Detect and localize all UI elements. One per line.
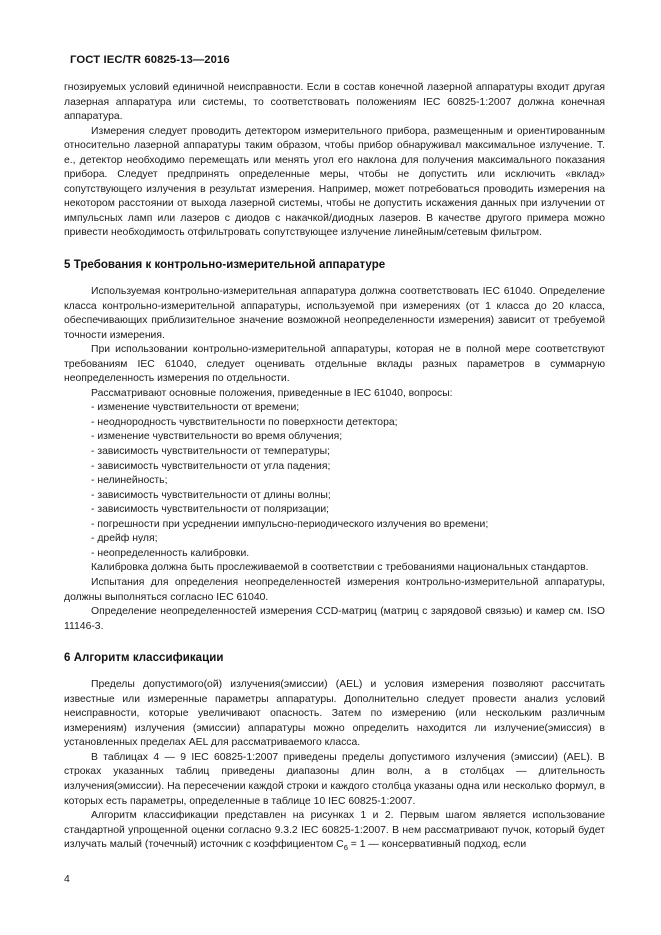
section-5-bullet-list	[64, 401, 605, 561]
list-item: - погрешности при усреднении импульсно-периодического излучения во времени;	[91, 518, 489, 530]
list-item: - изменение чувствительности во время облучения;	[91, 431, 343, 443]
list-item: - дрейф нуля;	[91, 533, 158, 545]
spacer	[64, 271, 605, 285]
spacer	[64, 634, 605, 652]
list-item: - неоднородность чувствительности по поверхности детектора;	[91, 416, 398, 428]
spacer	[64, 241, 605, 259]
paragraph-measurements: Измерения следует проводить детектором измерительного прибора, размещенным и ориентированным относительно лазерной аппаратуры таким образом, чтобы прибор обнаруживал максимальное излучение. Т. е., детектор необходимо перемещать или менять угол его наклона для получения максимального показания прибора. Следует предпринять определенные меры, чтобы не допустить или исключить «вклад» сопутствующего излучения в результат измерения. Например, может потребоваться проводить измерения на некотором расстоянии от выхода лазерной системы, чтобы не допустить искажения данных при излучении от импульсных ламп или лазеров с диодов с накачкой/диодных лазеров. В качестве другого примера можно привести необходимость отфильтровать сопутствующее излучение линейным/сетевым фильтром.	[64, 125, 605, 239]
section-6-paragraph-3-text-start: Алгоритм классификации представлен на рисунках 1 и 2. Первым шагом является использование стандартной упрощенной оценки согласно 9.3.2 IEC 60825-1:2007. В нем рассматривают пучок, который будет излучать малый (точечный) источник с коэффициентом C	[64, 810, 605, 851]
list-item: - зависимость чувствительности от поляризации;	[91, 504, 330, 516]
section-6-heading: 6 Алгоритм классификации	[64, 652, 224, 665]
c6-subscript: 6	[343, 842, 348, 852]
section-5-paragraph-5: Испытания для определения неопределенностей измерения контрольно-измерительной аппаратуры, должны выполняться согласно IEC 61040.	[64, 576, 605, 603]
section-6-paragraph-2: В таблицах 4 — 9 IEC 60825-1:2007 приведены пределы допустимого излучения (эмиссии) (AEL). В строках указанных таблиц приведены диапазоны длин волн, а в столбцах — длительность излучения(эмиссии). На пересечении каждой строки и каждого столбца указаны одна или несколько формул, в которых есть параметры, определенные в таблице 10 IEC 60825-1:2007.	[64, 751, 605, 807]
section-5-paragraph-3: Рассматривают основные положения, приведенные в IEC 61040, вопросы:	[91, 387, 453, 399]
section-5-paragraph-6: Определение неопределенностей измерения CCD-матриц (матриц с зарядовой связью) и камер см. ISO 11146-3.	[64, 606, 605, 632]
list-item: - зависимость чувствительности от длины волны;	[91, 489, 331, 501]
section-6-paragraph-3-text-end: = 1 — консервативный подход, если	[347, 839, 527, 851]
list-item: - изменение чувствительности от времени;	[91, 402, 300, 414]
section-6-paragraph-1: Пределы допустимого(ой) излучения(эмиссии) (AEL) и условия измерения позволяют рассчитать известные или измеренные параметры аппаратуры. Дополнительно следует провести анализ условий неисправности, которые увеличивают опасность. Затем по измерению (или нескольким различным измерениям) излучения (эмиссии) аппаратуры можно определить находится ли излучение(эмиссия) в установленных пределах AEL для рассматриваемого класса.	[64, 679, 605, 749]
list-item: - неопределенность калибровки.	[91, 547, 250, 559]
section-5-paragraph-2: При использовании контрольно-измерительной аппаратуры, которая не в полной мере соответствуют требованиям IEC 61040, следует оценивать отдельные вклады разных параметров в суммарную неопределенность измерения по отдельности.	[64, 344, 605, 385]
section-6-paragraph-3	[64, 809, 605, 853]
paragraph-continued: гнозируемых условий единичной неисправности. Если в состав конечной лазерной аппаратуры входит другая лазерная аппаратура или системы, то соответствовать положениям IEC 60825-1:2007 должна конечная аппаратура.	[64, 82, 605, 123]
section-5-paragraph-4: Калибровка должна быть прослеживаемой в соответствии с требованиями национальных стандартов.	[91, 562, 589, 574]
spacer	[64, 664, 605, 678]
list-item: - нелинейность;	[91, 475, 168, 487]
section-5-paragraph-1: Используемая контрольно-измерительная аппаратура должна соответствовать IEC 61040. Определение класса контрольно-измерительной аппаратуры, используемой при измерениях (от 1 класса до 20 класса, обеспечивающих приблизительное значение возможной неопределенности измерения) зависит от требуемой точности измерения.	[64, 286, 605, 341]
section-5-heading: 5 Требования к контрольно-измерительной аппаратуре	[64, 259, 386, 272]
list-item: - зависимость чувствительности от температуры;	[91, 446, 330, 458]
page-number: 4	[64, 874, 70, 885]
document-header: ГОСТ IEC/TR 60825-13—2016	[70, 54, 230, 66]
list-item: - зависимость чувствительности от угла падения;	[91, 460, 331, 472]
document-body	[64, 81, 605, 853]
